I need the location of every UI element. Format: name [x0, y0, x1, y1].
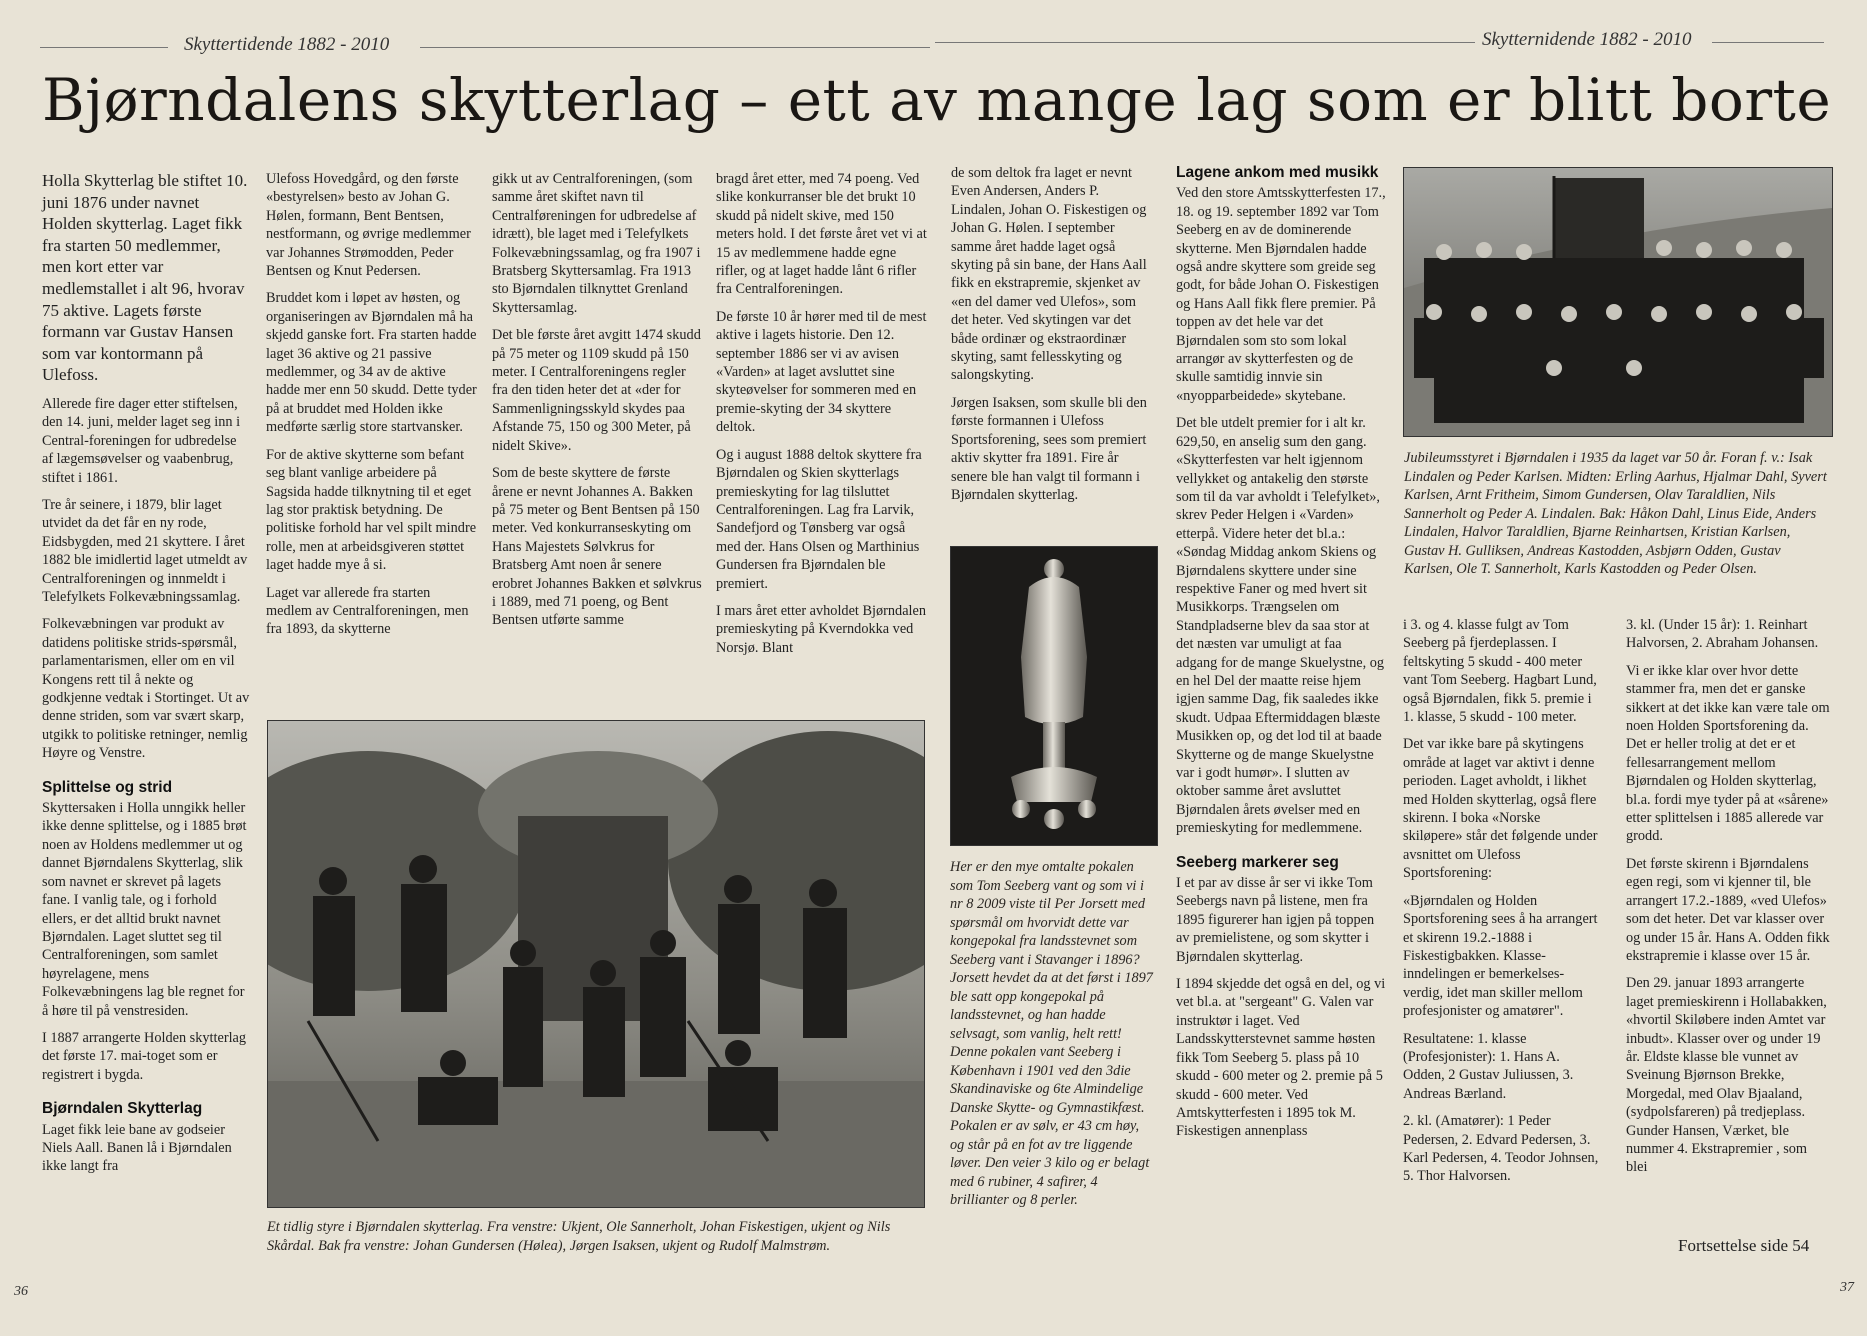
header-rule-left-a — [40, 47, 168, 48]
paragraph: Og i august 1888 deltok skyttere fra Bjørndalen og Skien skytterlags premieskyting for lag tilsluttet Centralforeningen. Lag fra Larvik, Sandefjord og Tønsberg var også med der. Hans Olsen og Marthinius Gundersen fra Bjørndalen ble premiert. — [716, 446, 922, 592]
paragraph: Ved den store Amtsskytterfesten 17., 18. og 19. september 1892 var Tom Seeberg en av de dominerende skytterne. Men Bjørndalen hadde også andre skyttere som greide seg godt, for både Johan O. Fiskestigen og Hans Aall fikk flere premier. På toppen av det hele var det Bjørndalen som sto som lokal arrangør av skytterfesten og de skulle samtidig innvie sin «nyopparbeidede» skytebane. — [1176, 185, 1386, 404]
paragraph: de som deltok fra laget er nevnt Even Andersen, Anders P. Lindalen, Johan O. Fiskestigen og Johan G. Hølen. I september samme året hadde laget også skyting på sin bane, der Hans Aall fikk en ekstrapremie, skjenket av «en del damer ved Ulefos», som det heter. Ved skytingen var det både ordinær og ekstraordinær skyting, samt fellesskyting og salongskyting. — [951, 165, 1147, 384]
paragraph: De første 10 år hører med til de mest aktive i lagets historie. Den 12. september 1886 ser vi av avisen «Varden» at laget avsluttet sine skyteøvelser for sommeren med en premie-skyting der 34 skyttere deltok. — [716, 308, 927, 436]
paragraph: I mars året etter avholdet Bjørndalen premieskyting på Kverndokka ved Norsjø. Blant — [716, 602, 926, 656]
paragraph: Ulefoss Hovedgård, og den første «bestyrelsen» besto av Johan G. Hølen, formann, Bent Bentsen, nestformann, og øvrige medlemmer var Johannes Strømodden, Peder Bentsen og Knut Pedersen. — [266, 171, 471, 280]
paragraph: Bruddet kom i løpet av høsten, og organiseringen av Bjørndalen må ha skjedd ganske fort. Fra starten hadde laget 36 aktive og 21 passive medlemmer, og 34 av de aktive hadde mer enn 50 skudd. Dette tyder på at bruddet med Holden ikke medførte særlig store startvansker. — [266, 290, 477, 436]
paragraph: Skyttersaken i Holla unngikk heller ikke denne splittelse, og i 1885 brøt noen av Holdens medlemmer ut og dannet Bjørndalens Skytterlag, slik som navnet er skrevet på lagets fane. I vanlig tale, og i forhold ellers, er det alltid brukt navnet Bjørndalen. Laget sluttet seg til Centralforeningen, som samlet høyrelagene, mens Folkevæbningens lag ble regnet for å høre til på venstresiden. — [42, 800, 247, 1019]
photo-caption-main: Et tidlig styre i Bjørndalen skytterlag. Fra venstre: Ukjent, Ole Sannerholt, Johan Fiskestigen, ukjent og Nils Skårdal. Bak fra venstre: Johan Gundersen (Hølea), Jørgen Isaksen, ukjent og Rudolf Malmstrøm. — [267, 1219, 891, 1254]
page-number-left: 36 — [14, 1284, 28, 1299]
anniversary-board-photo — [1403, 167, 1833, 437]
paragraph: Jørgen Isaksen, som skulle bli den første formannen i Ulefoss Sportsforening, sees som premiert aktiv skytter fra 1891. Fire år senere ble han valgt til formann i Bjørndalen skytterlag. — [951, 394, 1147, 503]
paragraph: Tre år seinere, i 1879, blir laget utvidet da det får en ny rode, Eidsbygden, med 21 skyttere. I året 1882 ble imidlertid laget utmeldt av Centralforeningen og innmeldt i Telefylkets Folkevæbningssamlag. — [42, 496, 248, 605]
paragraph: For de aktive skytterne som befant seg blant vanlige arbeidere på Sagsida hadde tilknytning til et eget lag stor praktisk betydning. De politiske forhold har vel spilt mindre rolle, men at arbeidsgiveren støttet laget hadde mye å si. — [266, 446, 477, 574]
column-3 — [492, 170, 702, 639]
header-rule-right-a — [935, 42, 1475, 43]
paragraph: Den 29. januar 1893 arrangerte laget premieskirenn i Hollabakken, «hvortil Skiløbere inden Amtet var inbudt». Klasser over og under 19 år. Eldste klasse ble vunnet av Sveinung Bjørnson Brekke, Morgedal, med Olav Bjaaland, (sydpolsfareren) på tredjeplass. Gunder Hansen, Værket, ble nummer 4. Ekstrapremier , som blei — [1626, 975, 1827, 1176]
photo-caption-group: Jubileumsstyret i Bjørndalen i 1935 da laget var 50 år. Foran f. v.: Isak Lindalen og Peder Karlsen. Midten: Erling Aarhus, Hjalmar Dahl, Syvert Karlsen, Arnt Fritheim, Simom Gundersen, Olav Taraldlien, Nils Sannerholt og Peder A. Lindalen. Bak: Håkon Dahl, Linus Eide, Anders Lindalen, Halvor Taraldlien, Bjarne Reinhartsen, Kristian Karlsen, Gustav H. Gulliksen, Andreas Kastodden, Asbjørn Odden, Gustav Karlsen, Ole T. Sannerholt, Karls Kastodden og Peder Olsen. — [1404, 450, 1827, 577]
page-number-right: 37 — [1840, 1280, 1854, 1295]
paragraph: Resultatene: 1. klasse (Profesjonister): 1. Hans A. Odden, 2 Gustav Juliussen, 3. Andreas Bærland. — [1403, 1030, 1574, 1102]
continued-notice: Fortsettelse side 54 — [1678, 1236, 1810, 1255]
paragraph: 2. kl. (Amatører): 1 Peder Pedersen, 2. Edvard Pedersen, 3. Karl Pedersen, 4. Teodor Johnsen, 5. Thor Halvorsen. — [1403, 1113, 1599, 1185]
subheading: Seeberg markerer seg — [1176, 853, 1339, 871]
paragraph: Laget var allerede fra starten medlem av Centralforeningen, men fra 1893, da skytterne — [266, 584, 469, 638]
paragraph: Det ble utdelt premier for i alt kr. 629,50, en anselig sum den gang. «Skytterfesten var helt igjennom vellykket og antakelig den største som til da var avholdt i Telefylket», skrev Peder Helgen i «Varden» etterpå. Videre heter det bl.a.: «Søndag Middag ankom Skiens og Bjørndalens skyttere under sine respektive Faner og med hvert sit Musikkorps. Trængselen om Standpladserne blev da saa stor at det næsten var umuligt at faa adgang for de mange Skuelystne, og en hel Del der maatte reise hjem igjen samme Dag, fik saaledes ikke skudt. Udpaa Eftermiddagen blæste Musikken op, og det lod til at baade Skytterne og de mange Skuelystne var i godt humør». I slutten av oktober samme året avsluttet Bjørndalen årets øvelser med en premieskyting for medlemmene. — [1176, 415, 1385, 837]
paragraph: «Bjørndalen og Holden Sportsforening sees å ha arrangert et skirenn 19.2.-1888 i Fiskestigbakken. Klasse-inndelingen er bemerkelses-verdig, idet man skiller mellom profesjonister og amatører". — [1403, 892, 1598, 1020]
column-5 — [951, 164, 1157, 513]
paragraph: Laget fikk leie bane av godseier Niels Aall. Banen lå i Bjørndalen ikke langt fra — [42, 1121, 232, 1175]
paragraph: Vi er ikke klar over hvor dette stammer fra, men det er ganske sikkert at det ikke kan være tale om noen Holden Sportsforening da. Det er heller trolig at det er et fellesarrangement mellom Bjørndalen og Holden skytterlag, bl.a. fordi mye tyder på at «sårene» etter splittelsen i 1885 allerede var grodd. — [1626, 662, 1830, 845]
column-2 — [266, 170, 478, 648]
running-head-right: Skytternidende 1882 - 2010 — [1482, 29, 1692, 50]
header-rule-left-b — [420, 47, 930, 48]
trophy-illustration — [951, 547, 1157, 845]
paragraph: gikk ut av Centralforeningen, (som samme året skiftet navn til Centralføreningen for udbredelse af idrætt), ble laget med i Telefylkets Folkevæbningssamlag, og fra 1907 i Bratsberg Skyttersamlag. Fra 1913 sto Bjørndalen tilknyttet Grenland Skyttersamlag. — [492, 171, 701, 316]
subheading: Splittelse og strid — [42, 778, 173, 796]
paragraph: bragd året etter, med 74 poeng. Ved slike konkurranser ble det brukt 10 skudd på nidelt skive, med 150 meters hold. I det første året vet vi at 15 av medlemmene hadde egne rifler, og at laget hadde lånt 6 rifler fra Centralforeningen. — [716, 171, 927, 298]
paragraph: I 1894 skjedde det også en del, og vi vet bl.a. at "sergeant" G. Valen var instruktør i laget. Ved Landsskytterstevnet samme høsten fikk Tom Seeberg 5. plass på 10 skudd - 600 meter og 2. premie på 5 skudd - 600 meter. Ved Amtskytterfesten i 1895 tok M. Fiskestigen annenplass — [1176, 976, 1386, 1140]
subheading: Lagene ankom med musikk — [1176, 164, 1379, 181]
subheading: Bjørndalen Skytterlag — [42, 1100, 203, 1118]
paragraph: I et par av disse år ser vi ikke Tom Seebergs navn på listene, men fra 1895 figurerer han igjen på toppen av premielistene, og som skytter i Bjørndalen skytterlag. — [1176, 875, 1375, 965]
paragraph: 3. kl. (Under 15 år): 1. Reinhart Halvorsen, 2. Abraham Johansen. — [1626, 617, 1819, 652]
lead-paragraph: Holla Skytterlag ble stiftet 10. juni 1876 under navnet Holden skytterlag. Laget fikk fra starten 50 medlemmer, men kort etter var medlemstallet i alt 96, hvorav 75 aktive. Lagets første formann var Gustav Hansen som var kontormann på Ulefoss. — [42, 171, 248, 385]
paragraph: Som de beste skyttere de første årene er nevnt Johannes A. Bakken på 75 meter og Bent Bentsen på 150 meter. Ved konkurranseskyting om Hans Majestets Sølvkrus for Bratsberg Amt noen år senere erobret Johannes Bakken et sølvkrus i 1889, med 71 poeng, og Bent Bentsen utførte samme — [492, 465, 702, 629]
column-6 — [1176, 164, 1386, 1150]
paragraph: Det ble første året avgitt 1474 skudd på 75 meter og 1109 skudd på 150 meter. I Centralforeningens regler fra den tiden heter det at «der for Sammenligningsskyld skydes paa Afstande 75, 150 og 300 Meter, på nidelt Skive». — [492, 327, 701, 454]
running-head-left: Skyttertidende 1882 - 2010 — [184, 34, 390, 55]
paragraph: Folkevæbningen var produkt av datidens politiske strids-spørsmål, parlamentarismen, eller om en vil Kongens rett til å nekte og godkjenne vedtak i Stortinget. Ut av denne striden, som var svært skarp, utgikk to politiske retninger, nemlig Høyre og Venstre. — [42, 616, 250, 762]
trophy-photo — [950, 546, 1158, 846]
column-4 — [716, 170, 928, 666]
column-8 — [1626, 616, 1830, 1186]
photo-illustration — [268, 721, 924, 1207]
paragraph: Allerede fire dager etter stiftelsen, den 14. juni, melder laget seg inn i Central-foreningen for udbredelse af lægemsøvelser og vaabenbrug, stiftet i 1861. — [42, 395, 241, 486]
early-board-photo — [267, 720, 925, 1208]
paragraph: i 3. og 4. klasse fulgt av Tom Seeberg på fjerdeplassen. I feltskyting 5 skudd - 400 meter vant Tom Seeberg. Hagbart Lund, også Bjørndalen, fikk 5. premie i 1. klasse, 5 skudd - 100 meter. — [1403, 617, 1597, 726]
paragraph: I 1887 arrangerte Holden skytterlag det første 17. mai-toget som er registrert i bygda. — [42, 1029, 247, 1083]
group-illustration — [1404, 168, 1832, 436]
column-1 — [42, 170, 250, 1185]
column-7 — [1403, 616, 1603, 1195]
photo-caption-trophy: Her er den mye omtalte pokalen som Tom Seeberg vant og som vi i nr 8 2009 viste til Per Jorsett med spørsmål om hvorvidt dette var kongepokal fra landsstevnet som Seeberg vant i Stavanger i 1896? Jorsett hevdet da at det først i 1897 ble satt opp kongepokal på landsstevnet, og han hadde selvsagt, som vanlig, helt rett! Denne pokalen vant Seeberg i København i 1901 ved den 3die Skandinaviske og 6te Almindelige Danske Skytte- og Gymnastikfæst. Pokalen er av sølv, er 43 cm høy, og står på en fot av tre liggende løver. Den veier 3 kilo og er belagt med 6 rubiner, 4 safirer, 4 brillianter og 8 perler. — [950, 859, 1153, 1208]
paragraph: Det var ikke bare på skytingens område at laget var aktivt i denne perioden. Laget avholdt, i likhet med Holden skytterlag, også flere skirenn. I boka «Norske skiløpere» står det følgende under avsnittet om Ulefoss Sportsforening: — [1403, 736, 1598, 882]
header-rule-right-b — [1712, 42, 1824, 43]
paragraph: Det første skirenn i Bjørndalens egen regi, som vi kjenner til, ble arrangert 17.2.-1889, «ved Ulefos» som det heter. Det var klasser over og under 15 år. Hans A. Odden fikk ekstrapremie i klasse over 15 år. — [1626, 855, 1830, 964]
article-title: Bjørndalens skytterlag – ett av mange lag som er blitt borte — [42, 66, 1832, 134]
